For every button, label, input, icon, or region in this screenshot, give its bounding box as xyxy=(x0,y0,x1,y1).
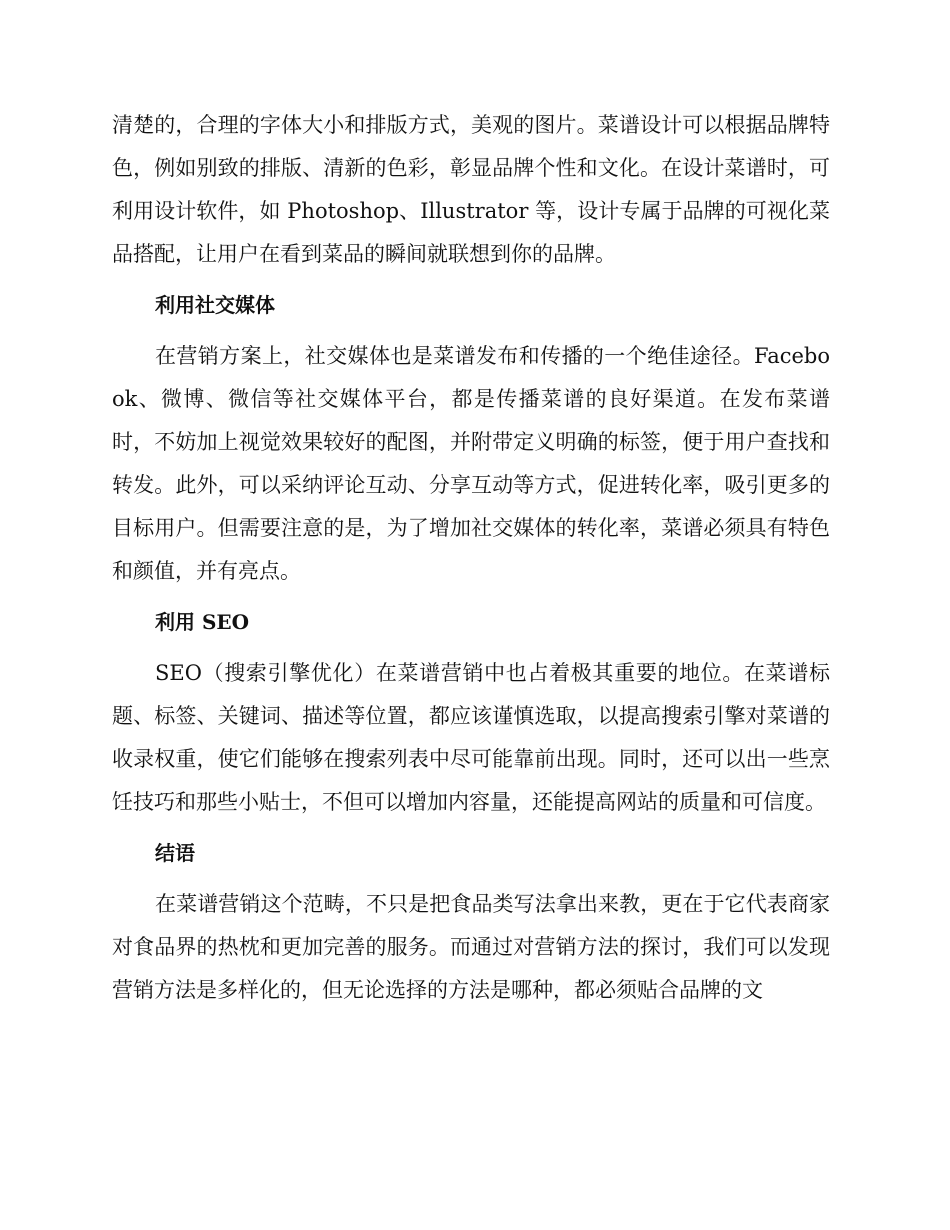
intro-paragraph: 清楚的，合理的字体大小和排版方式，美观的图片。菜谱设计可以根据品牌特色，例如别致的排版、清新的色彩，彰显品牌个性和文化。在设计菜谱时，可利用设计软件，如 Photoshop、Illustrator 等，设计专属于品牌的可视化菜品搭配，让用户在看到菜品的瞬间就联想到你的品牌。 xyxy=(112,113,830,266)
section-heading-social-media: 利用社交媒体 xyxy=(155,293,275,317)
document-page xyxy=(112,104,830,1012)
section-heading-conclusion: 结语 xyxy=(155,841,195,865)
section-heading-seo: 利用 SEO xyxy=(155,610,250,634)
section-social-media xyxy=(112,284,830,593)
section-paragraph-social-media: 在营销方案上，社交媒体也是菜谱发布和传播的一个绝佳途径。Facebook、微博、微信等社交媒体平台，都是传播菜谱的良好渠道。在发布菜谱时，不妨加上视觉效果较好的配图，并附带定义明确的标签，便于用户查找和转发。此外，可以采纳评论互动、分享互动等方式，促进转化率，吸引更多的目标用户。但需要注意的是，为了增加社交媒体的转化率，菜谱必须具有特色和颜值，并有亮点。 xyxy=(112,344,830,583)
section-paragraph-seo: SEO（搜索引擎优化）在菜谱营销中也占着极其重要的地位。在菜谱标题、标签、关键词、描述等位置，都应该谨慎选取，以提高搜索引擎对菜谱的收录权重，使它们能够在搜索列表中尽可能靠前出现。同时，还可以出一些烹饪技巧和那些小贴士，不但可以增加内容量，还能提高网站的质量和可信度。 xyxy=(112,661,830,814)
section-conclusion xyxy=(112,832,830,1012)
section-paragraph-conclusion: 在菜谱营销这个范畴，不只是把食品类写法拿出来教，更在于它代表商家对食品界的热枕和更加完善的服务。而通过对营销方法的探讨，我们可以发现营销方法是多样化的，但无论选择的方法是哪种，都必须贴合品牌的文 xyxy=(112,892,830,1002)
section-seo xyxy=(112,601,830,824)
